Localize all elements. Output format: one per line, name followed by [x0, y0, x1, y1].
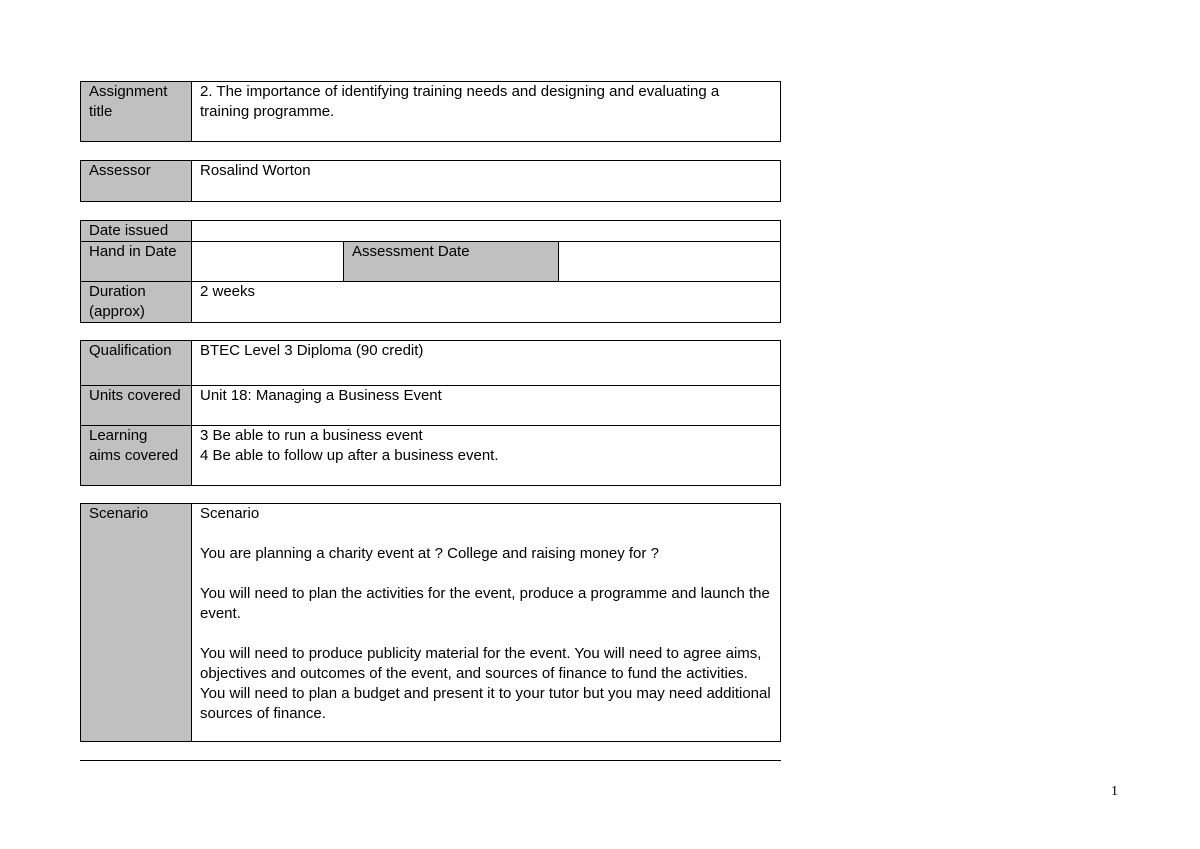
hand-in-date-label: Hand in Date	[81, 242, 192, 282]
duration-value: 2 weeks	[192, 282, 781, 323]
page-number: 1	[1111, 784, 1118, 799]
assessment-date-value	[559, 242, 781, 282]
duration-label: Duration (approx)	[81, 282, 192, 323]
scenario-heading: Scenario	[200, 505, 260, 522]
learning-aim-item: 3 Be able to run a business event	[200, 427, 423, 444]
assessor-value: Rosalind Worton	[192, 161, 781, 202]
assessor-table	[80, 160, 781, 202]
assessor-label: Assessor	[81, 161, 192, 202]
qualification-value: BTEC Level 3 Diploma (90 credit)	[192, 341, 781, 386]
date-issued-label: Date issued	[81, 221, 192, 242]
assignment-title-label: Assignment title	[81, 82, 192, 142]
assignment-title-value: 2. The importance of identifying training needs and designing and evaluating a training programme.	[192, 82, 781, 142]
units-covered-label: Units covered	[81, 386, 192, 426]
scenario-paragraph: You are planning a charity event at ? College and raising money for ?	[200, 545, 659, 562]
scenario-table	[80, 503, 781, 742]
qualification-label: Qualification	[81, 341, 192, 386]
hand-in-date-value	[192, 242, 344, 282]
learning-aims-label: Learning aims covered	[81, 426, 192, 486]
assignment-table	[80, 81, 781, 142]
units-covered-value: Unit 18: Managing a Business Event	[192, 386, 781, 426]
scenario-value	[192, 504, 781, 742]
dates-table	[80, 220, 781, 323]
assessment-date-label: Assessment Date	[344, 242, 559, 282]
date-issued-value	[192, 221, 781, 242]
scenario-paragraph: You will need to plan the activities for the event, produce a programme and launch the event.	[200, 585, 770, 622]
bottom-divider	[80, 760, 781, 761]
scenario-paragraph: You will need to produce publicity material for the event. You will need to agree aims, objectives and outcomes of the event, and sources of finance to fund the activities. You will need to plan a budget and present it to your tutor but you may need additional sources of finance.	[200, 645, 771, 722]
learning-aims-value	[192, 426, 781, 486]
qualification-table	[80, 340, 781, 486]
learning-aim-item: 4 Be able to follow up after a business event.	[200, 447, 499, 464]
scenario-label: Scenario	[81, 504, 192, 742]
